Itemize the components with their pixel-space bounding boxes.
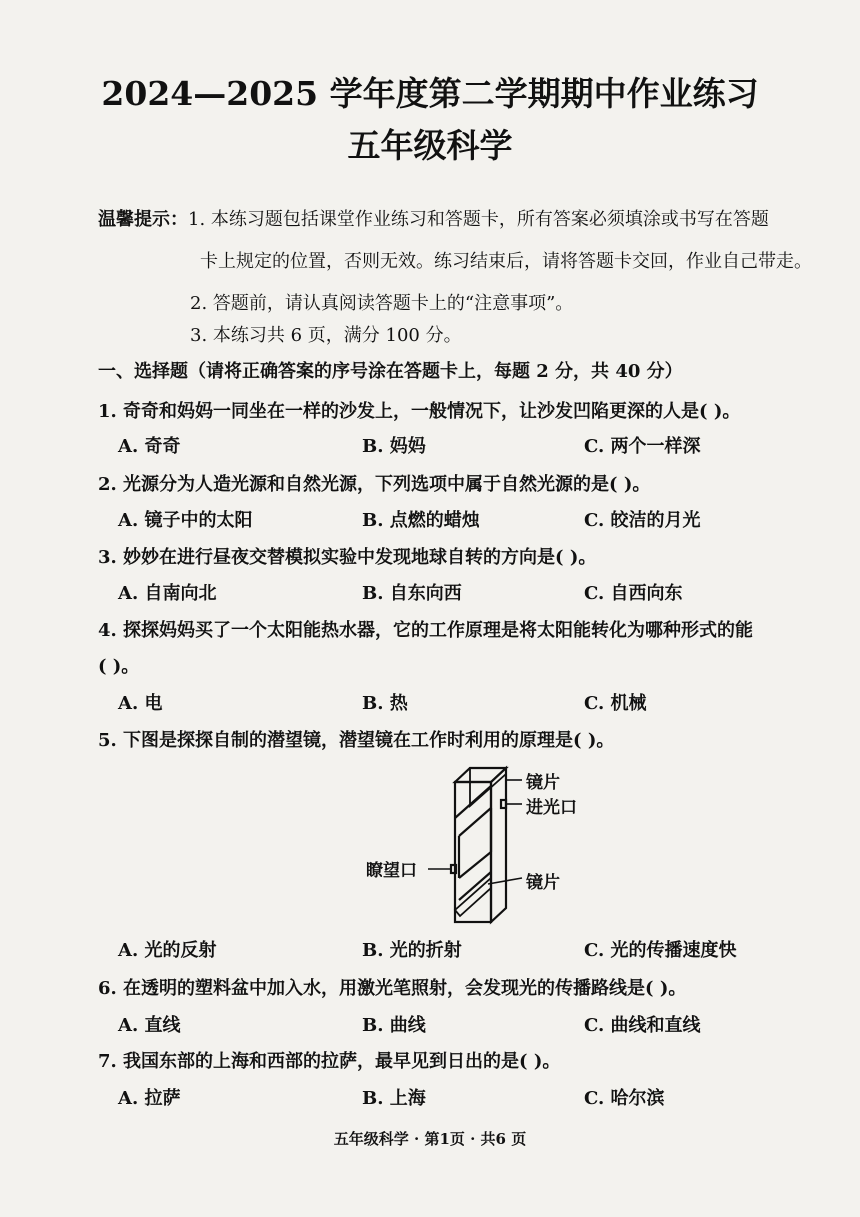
- page-title: 2024—2025 学年度第二学期期中作业练习: [101, 74, 759, 113]
- label-mirror-top: 镜片: [526, 773, 560, 793]
- option-b: B. 自东向西: [362, 583, 462, 604]
- question-stem: 1. 奇奇和妈妈一同坐在一样的沙发上，一般情况下，让沙发凹陷更深的人是( )。: [98, 401, 741, 422]
- option-c: C. 皎洁的月光: [584, 510, 701, 531]
- option-a: A. 直线: [118, 1015, 181, 1036]
- option-b: B. 上海: [362, 1088, 426, 1109]
- option-b: B. 曲线: [362, 1015, 426, 1036]
- question-stem: 2. 光源分为人造光源和自然光源，下列选项中属于自然光源的是( )。: [98, 474, 651, 495]
- option-c: C. 曲线和直线: [584, 1015, 701, 1036]
- option-b: B. 光的折射: [362, 940, 462, 961]
- option-c: C. 两个一样深: [584, 436, 701, 457]
- question-stem: 6. 在透明的塑料盆中加入水，用激光笔照射，会发现光的传播路线是( )。: [98, 978, 687, 999]
- page-subtitle: 五年级科学: [347, 126, 513, 165]
- option-a: A. 电: [118, 693, 163, 714]
- question-stem: 7. 我国东部的上海和西部的拉萨，最早见到日出的是( )。: [98, 1051, 561, 1072]
- question-stem: 4. 探探妈妈买了一个太阳能热水器，它的工作原理是将太阳能转化为哪种形式的能: [98, 620, 754, 641]
- notice-line-1: 1. 本练习题包括课堂作业练习和答题卡，所有答案必须填涂或书写在答题: [188, 209, 769, 230]
- section-heading: 一、选择题（请将正确答案的序号涂在答题卡上，每题 2 分，共 40 分）: [98, 361, 683, 382]
- option-b: B. 热: [362, 693, 408, 714]
- option-c: C. 机械: [584, 693, 647, 714]
- question-stem: 3. 妙妙在进行昼夜交替模拟实验中发现地球自转的方向是( )。: [98, 547, 597, 568]
- question-stem: 5. 下图是探探自制的潜望镜，潜望镜在工作时利用的原理是( )。: [98, 730, 615, 751]
- option-b: B. 妈妈: [362, 436, 426, 457]
- label-inlet: 进光口: [526, 798, 577, 818]
- page-footer: 五年级科学 · 第1页 · 共6 页: [333, 1130, 527, 1148]
- notice-line-1b: 卡上规定的位置，否则无效。练习结束后，请将答题卡交回，作业自己带走。: [200, 251, 812, 272]
- option-b: B. 点燃的蜡烛: [362, 510, 480, 531]
- option-a: A. 镜子中的太阳: [118, 510, 253, 531]
- option-a: A. 拉萨: [118, 1088, 181, 1109]
- label-viewport: 瞭望口: [366, 861, 417, 881]
- notice-line-2: 2. 答题前，请认真阅读答题卡上的“注意事项”。: [190, 293, 574, 314]
- option-a: A. 自南向北: [118, 583, 217, 604]
- periscope-figure: [360, 760, 620, 930]
- notice-line-3: 3. 本练习共 6 页，满分 100 分。: [190, 325, 462, 346]
- question-stem-cont: ( )。: [98, 656, 140, 677]
- notice-label: 温馨提示：: [98, 209, 188, 230]
- option-c: C. 哈尔滨: [584, 1088, 665, 1109]
- option-a: A. 光的反射: [118, 940, 217, 961]
- option-c: C. 光的传播速度快: [584, 940, 737, 961]
- label-mirror-bottom: 镜片: [526, 873, 560, 893]
- option-c: C. 自西向东: [584, 583, 683, 604]
- option-a: A. 奇奇: [118, 436, 181, 457]
- periscope-diagram: [360, 760, 620, 930]
